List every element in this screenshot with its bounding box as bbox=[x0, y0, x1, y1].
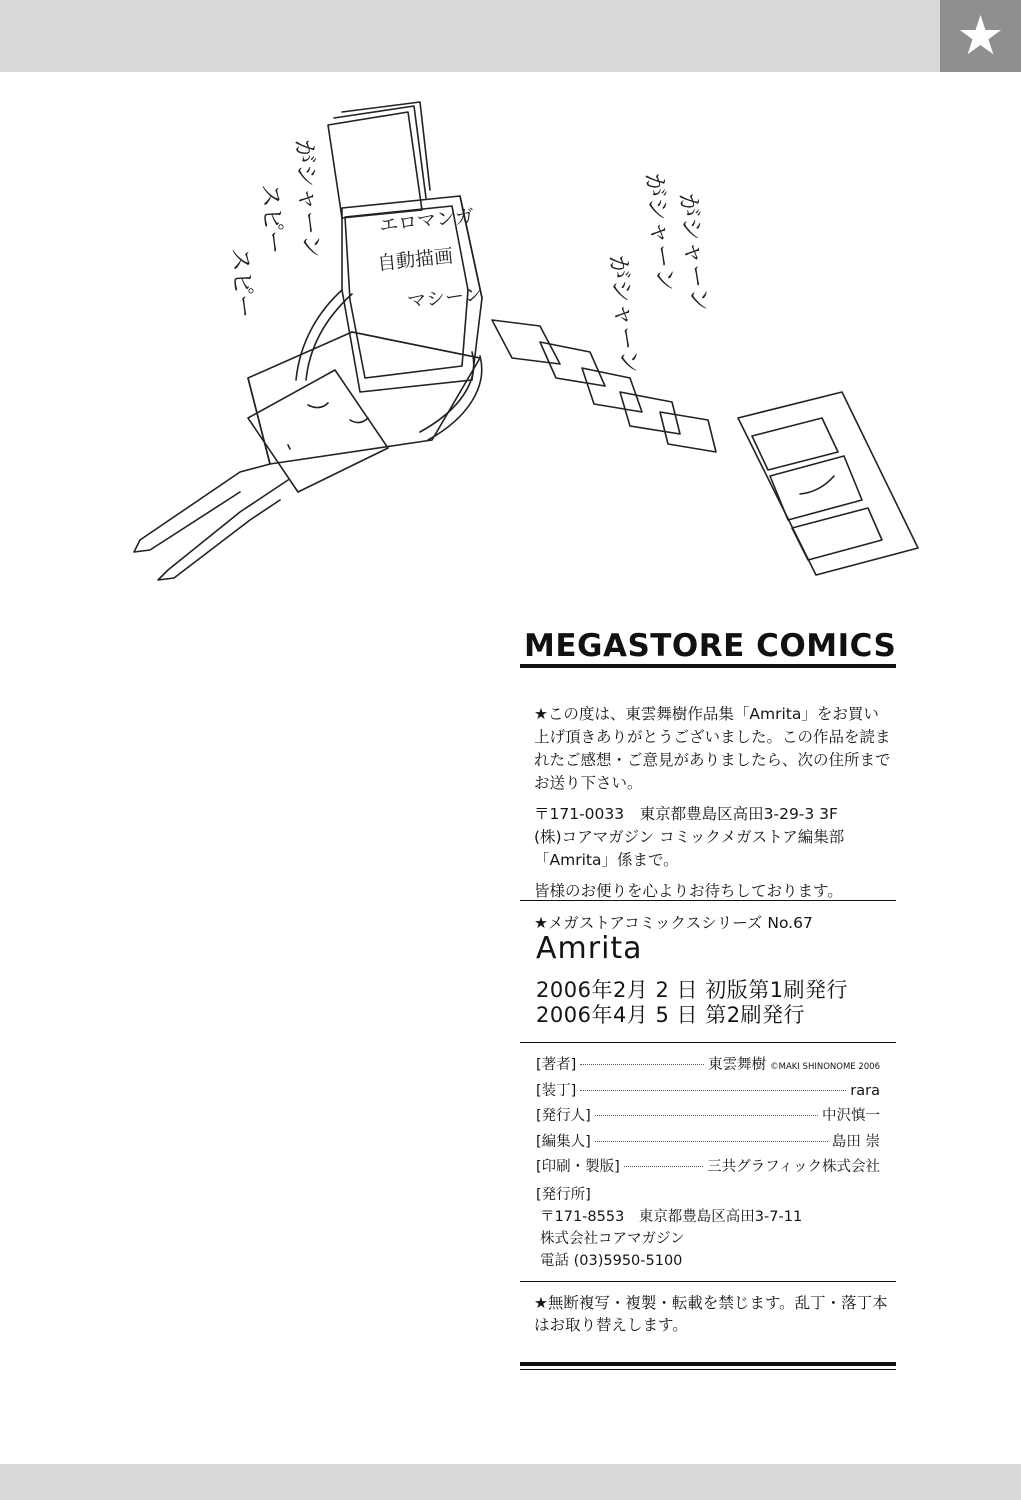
sfx-text-2: スピー bbox=[256, 182, 289, 256]
bottom-rule bbox=[520, 1362, 896, 1366]
sfx-text-3: スピー bbox=[226, 246, 259, 320]
address-line: (株)コアマガジン コミックメガストア編集部 bbox=[534, 828, 845, 846]
monitor-text-1: エロマンガ bbox=[378, 205, 476, 237]
edition-dates bbox=[536, 978, 848, 1028]
header-bar bbox=[0, 0, 940, 72]
reader-message bbox=[534, 703, 894, 903]
publisher-line: 〒171-8553 東京都豊島区高田3-7-11 bbox=[540, 1209, 803, 1225]
publisher-block bbox=[536, 1184, 802, 1272]
leader-dots bbox=[580, 1090, 846, 1091]
divider bbox=[520, 900, 896, 901]
credit-printer bbox=[536, 1155, 880, 1181]
thanks-paragraph: ★この度は、東雲舞樹作品集「Amrita」をお買い上げ頂きありがとうございました。この作品を読まれたご感想・ご意見がありましたら、次の住所までお送り下さい。 bbox=[534, 705, 891, 792]
copyright-note: ©MAKI SHINONOME 2006 bbox=[770, 1062, 880, 1072]
copyright-notice: ★無断複写・複製・転載を禁じます。乱丁・落丁本はお取り替えします。 bbox=[534, 1294, 888, 1334]
printer-robot-illustration bbox=[120, 80, 920, 600]
credit-role: [装丁] bbox=[536, 1082, 577, 1099]
address-line: 「Amrita」係まで。 bbox=[534, 851, 679, 869]
monitor-text-2: 自動描画 bbox=[376, 245, 455, 275]
sfx-text-6: がシャーン bbox=[604, 253, 645, 376]
divider bbox=[520, 1281, 896, 1282]
credit-publisher-person bbox=[536, 1104, 880, 1130]
publisher-line: 株式会社コアマガジン bbox=[540, 1231, 685, 1247]
sfx-text-5: がシャーン bbox=[640, 171, 681, 294]
leader-dots bbox=[580, 1064, 704, 1065]
monitor-text-3: マシーン bbox=[406, 283, 484, 313]
publisher-label: [発行所] bbox=[536, 1187, 591, 1203]
address-line: 〒171-0033 東京都豊島区高田3-29-3 3F bbox=[534, 805, 838, 823]
brand-logo: MEGASTORE COMICS bbox=[524, 628, 897, 664]
corner-badge bbox=[940, 0, 1021, 72]
credit-value: 島田 崇 bbox=[831, 1133, 880, 1150]
sfx-text-4: がシャーン bbox=[674, 191, 715, 314]
credit-role: [印刷・製版] bbox=[536, 1159, 620, 1175]
credit-author bbox=[536, 1053, 880, 1079]
leader-dots bbox=[595, 1141, 828, 1142]
footer-bar bbox=[0, 1464, 1021, 1500]
credit-role: [発行人] bbox=[536, 1108, 591, 1124]
leader-dots bbox=[595, 1115, 818, 1116]
credit-role: [著者] bbox=[536, 1057, 577, 1073]
leader-dots bbox=[624, 1166, 703, 1167]
divider bbox=[520, 1042, 896, 1043]
edition-line: 2006年2月 2 日 初版第1刷発行 bbox=[536, 978, 849, 1002]
credit-value: 三共グラフィック株式会社 bbox=[707, 1159, 880, 1175]
credit-value: 東雲舞樹 bbox=[708, 1057, 767, 1073]
book-title: Amrita bbox=[536, 931, 643, 966]
bottom-rule-thin bbox=[520, 1369, 896, 1370]
credit-value: 中沢慎一 bbox=[822, 1108, 880, 1124]
series-label: ★メガストアコミックスシリーズ No.67 bbox=[534, 914, 813, 932]
star-icon: ★ bbox=[956, 4, 1005, 67]
edition-line: 2006年4月 5 日 第2刷発行 bbox=[536, 1003, 806, 1027]
publisher-line: 電話 (03)5950-5100 bbox=[540, 1253, 683, 1269]
closing-line: 皆様のお便りを心よりお待ちしております。 bbox=[534, 882, 843, 900]
credit-value: rara bbox=[850, 1082, 880, 1099]
brand-rule bbox=[520, 664, 896, 668]
mail-address bbox=[534, 803, 894, 872]
credit-editor bbox=[536, 1130, 880, 1156]
credit-role: [編集人] bbox=[536, 1133, 591, 1150]
credit-design bbox=[536, 1079, 880, 1105]
sfx-text-1: がシャーン bbox=[290, 138, 327, 260]
credits-list bbox=[536, 1053, 880, 1181]
